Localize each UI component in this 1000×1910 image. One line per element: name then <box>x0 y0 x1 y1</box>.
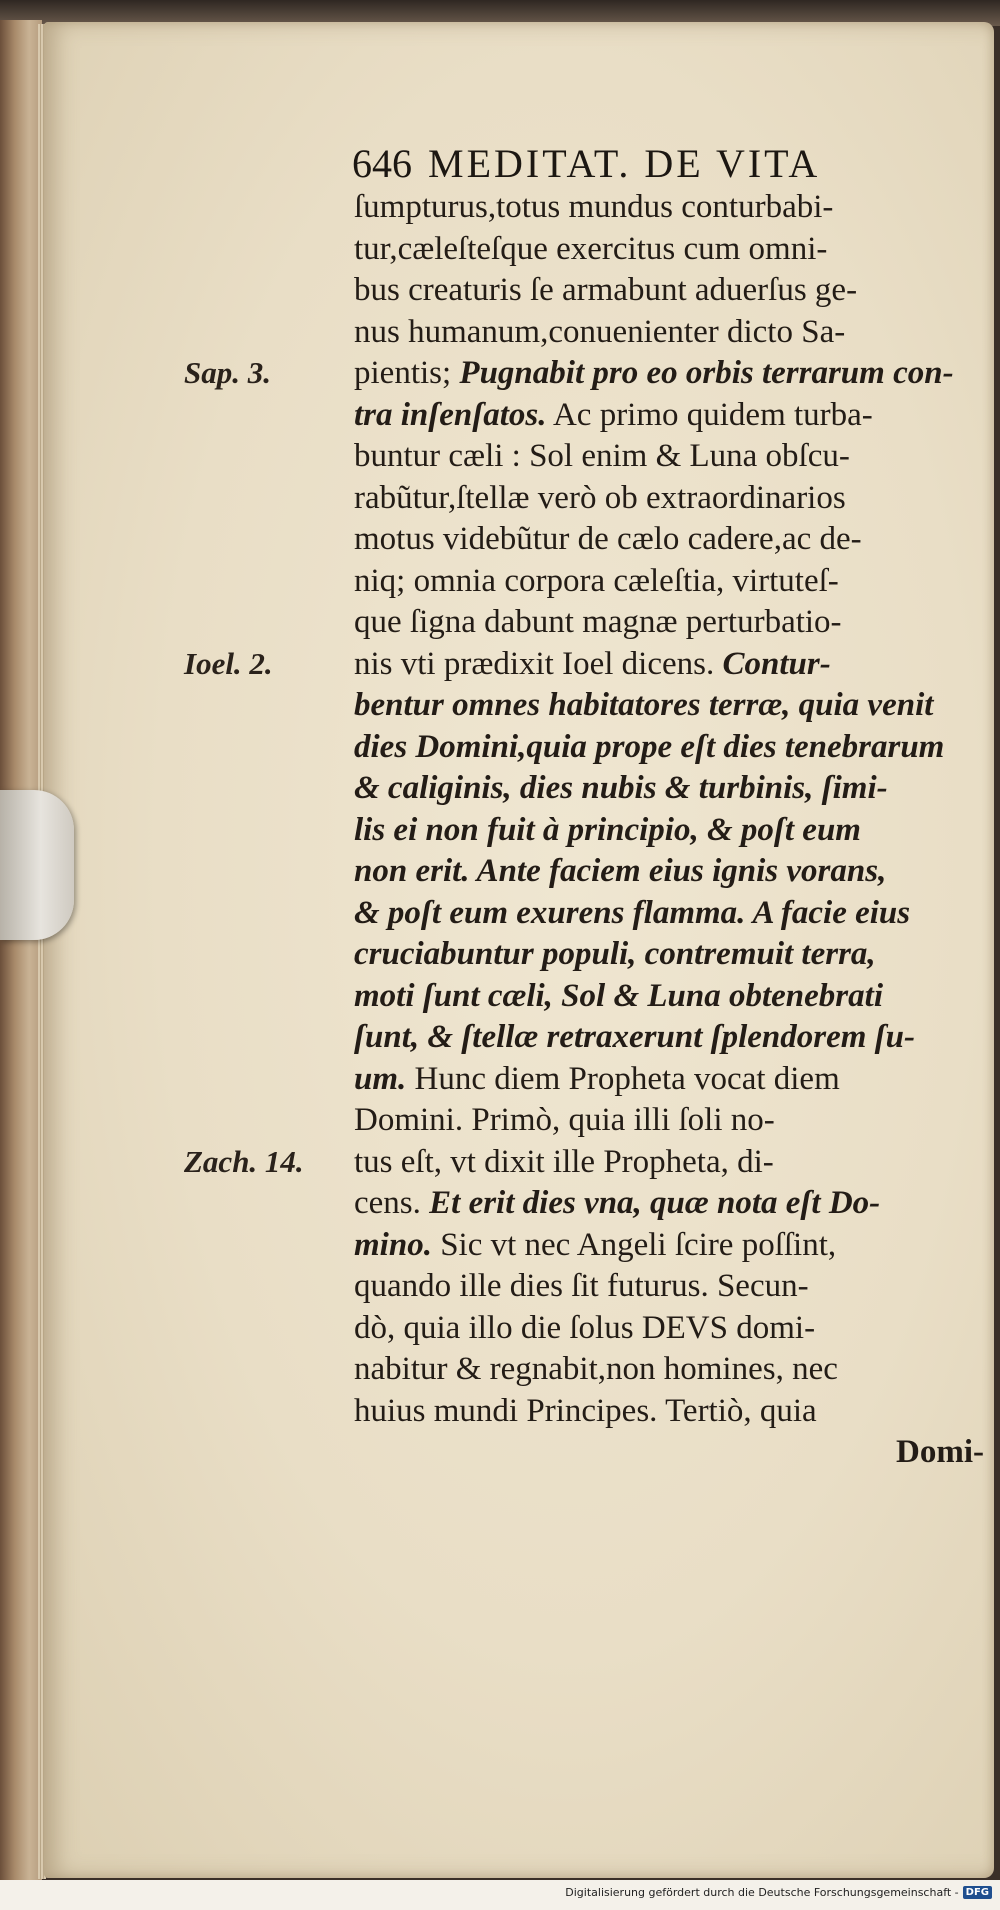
text-line <box>354 768 984 810</box>
body-text <box>354 187 984 1474</box>
text-line <box>354 1183 984 1225</box>
text-line <box>354 934 984 976</box>
italic-quotation: lis ei non fuit à principio, & poſt eum <box>354 811 861 848</box>
text-line <box>354 976 984 1018</box>
text-line <box>354 478 984 520</box>
italic-quotation: & poſt eum exurens flamma. A facie eius <box>354 894 911 931</box>
text-line <box>354 1266 984 1308</box>
running-title: MEDITAT. DE VITA <box>428 141 821 186</box>
text-segment: que ſigna dabunt magnæ perturbatio- <box>354 604 842 640</box>
text-segment: tus eſt, vt dixit ille Propheta, di- <box>354 1143 774 1180</box>
page-number: 646 <box>352 141 412 186</box>
running-header <box>352 140 952 187</box>
text-line <box>354 1308 984 1350</box>
italic-quotation: Contur- <box>722 645 831 682</box>
italic-quotation: dies Domini,quia prope eſt dies tenebrarum <box>354 728 945 765</box>
text-segment: buntur cæli : Sol enim & Luna obſcu- <box>354 438 850 474</box>
italic-quotation: cruciabuntur populi, contremuit terra, <box>354 936 876 972</box>
text-line <box>354 1142 984 1184</box>
text-line <box>354 312 984 354</box>
book-spine <box>0 20 42 1880</box>
italic-quotation: bentur omnes habitatores terræ, quia venit <box>354 687 934 723</box>
text-line <box>354 270 984 312</box>
text-line <box>354 395 984 437</box>
text-line <box>354 893 984 935</box>
text-segment: rabũtur,ſtellæ verò ob extraordinarios <box>354 479 846 516</box>
page-clip <box>0 790 74 940</box>
text-line <box>354 1059 984 1101</box>
text-segment: Domini. Primò, quia illi ſoli no- <box>354 1102 775 1138</box>
text-line <box>354 187 984 229</box>
text-segment: Hunc diem Propheta vocat diem <box>406 1060 840 1097</box>
text-line <box>354 727 984 769</box>
italic-quotation: & caliginis, dies nubis & turbinis, ſimi- <box>354 770 888 806</box>
text-line <box>354 644 984 686</box>
text-line <box>354 810 984 852</box>
text-segment: nabitur & regnabit,non homines, nec <box>354 1351 838 1387</box>
text-segment: pientis; <box>354 355 460 391</box>
text-segment: nis vti prædixit Ioel dicens. <box>354 645 723 682</box>
margin-reference: Ioel. 2. <box>184 645 273 681</box>
digitization-credit <box>565 1886 992 1899</box>
italic-quotation: Et erit dies vna, quæ nota eſt Do- <box>429 1185 881 1221</box>
text-segment: ſumpturus,totus mundus conturbabi- <box>354 189 834 225</box>
text-line <box>354 602 984 644</box>
text-segment: bus creaturis ſe armabunt aduerſus ge- <box>354 272 858 308</box>
text-segment: dò, quia illo die ſolus DEVS domi- <box>354 1309 816 1346</box>
text-line <box>354 1017 984 1059</box>
text-segment: quando ille dies ſit futurus. Secun- <box>354 1268 809 1304</box>
text-line <box>354 1349 984 1391</box>
catchword: Domi- <box>896 1434 984 1470</box>
text-segment: huius mundi Principes. Tertiò, quia <box>354 1392 817 1429</box>
margin-reference: Zach. 14. <box>184 1143 304 1179</box>
text-segment: Ac primo quidem turba- <box>546 396 873 433</box>
italic-quotation: ſunt, & ſtellæ retraxerunt ſplendorem ſu- <box>354 1019 916 1055</box>
dfg-logo: DFG <box>963 1886 992 1899</box>
text-segment: cens. <box>354 1185 430 1221</box>
margin-reference: Sap. 3. <box>184 355 271 390</box>
text-segment: tur,cæleſteſque exercitus cum omni- <box>354 230 828 267</box>
italic-quotation: mino. <box>354 1226 432 1263</box>
credit-text: Digitalisierung gefördert durch die Deutsche Forschungsgemeinschaft - <box>565 1886 959 1899</box>
italic-quotation: um. <box>354 1060 407 1097</box>
text-line <box>354 851 984 893</box>
text-line <box>354 1100 984 1142</box>
italic-quotation: non erit. Ante faciem eius ignis vorans, <box>354 853 887 889</box>
text-line <box>354 561 984 603</box>
book-page <box>44 22 994 1878</box>
text-segment: nus humanum,conuenienter dicto Sa- <box>354 313 846 350</box>
text-line <box>354 436 984 478</box>
text-segment: Sic vt nec Angeli ſcire poſſint, <box>431 1226 837 1263</box>
text-line <box>354 353 984 395</box>
italic-quotation: moti ſunt cæli, Sol & Luna obtenebrati <box>354 977 883 1014</box>
text-line <box>354 685 984 727</box>
italic-quotation: Pugnabit pro eo orbis terrarum con- <box>459 355 954 391</box>
text-line <box>354 229 984 271</box>
text-line <box>354 1391 984 1433</box>
text-line <box>354 1225 984 1267</box>
italic-quotation: tra inſenſatos. <box>354 396 547 433</box>
text-segment: motus videbũtur de cælo cadere,ac de- <box>354 521 862 557</box>
text-line <box>354 519 984 561</box>
text-segment: niq; omnia corpora cæleſtia, virtuteſ- <box>354 562 839 599</box>
